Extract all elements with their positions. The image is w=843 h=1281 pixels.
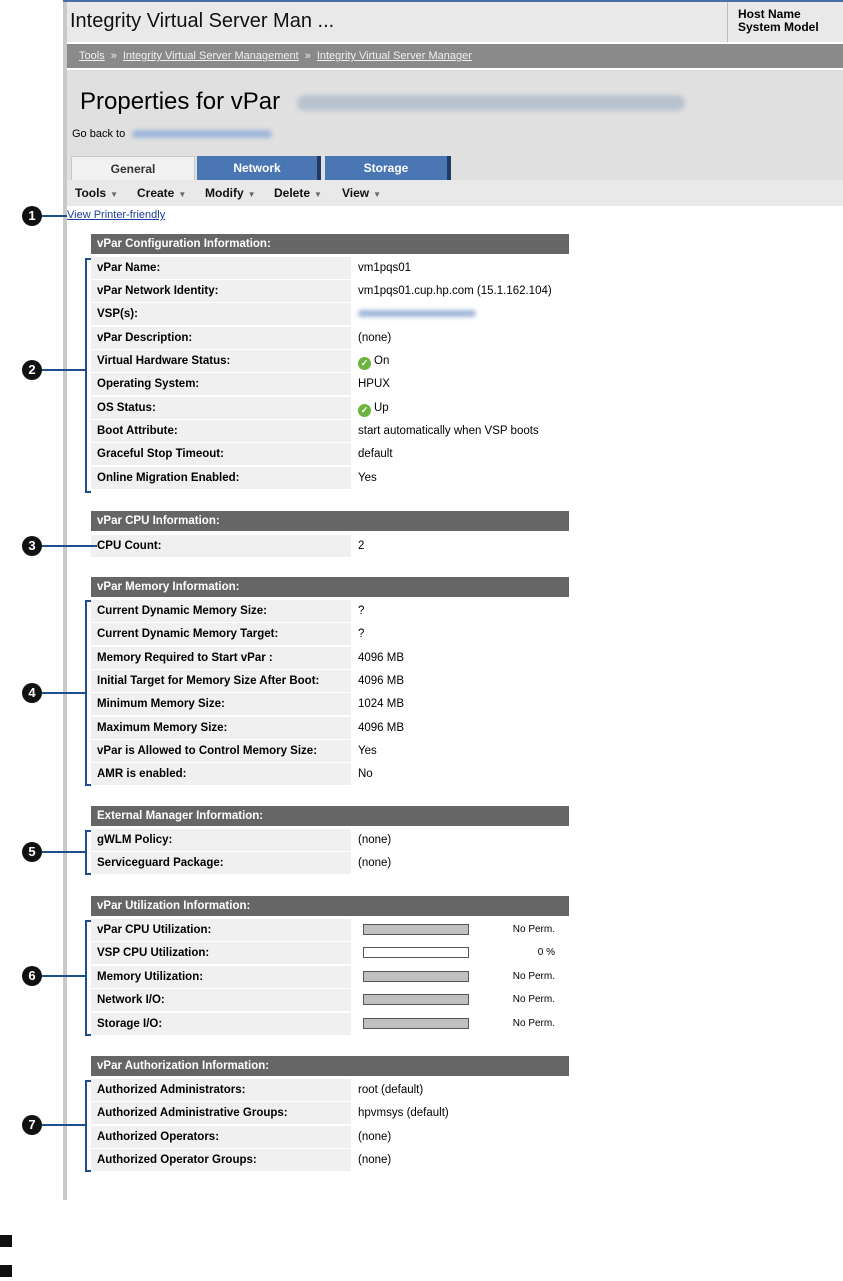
breadcrumb-separator: » [304,50,311,62]
row-value: hpvmsys (default) [358,1107,449,1119]
table-row [91,350,569,372]
utilization-value: No Perm. [512,971,555,982]
utilization-bar [363,1018,469,1029]
callout-bracket [85,600,91,786]
vsp-link[interactable] [358,303,476,325]
row-value: default [358,448,393,460]
table-row [91,852,569,874]
table-row [91,535,569,557]
page-title [80,88,685,116]
row-value: root (default) [358,1084,424,1096]
table-row [91,829,569,851]
table-row [91,1149,569,1171]
table-row [91,303,569,325]
table-row [91,373,569,395]
table-row [91,1102,569,1124]
go-back [72,128,272,140]
row-label: vPar Network Identity: [91,280,351,302]
go-back-label: Go back to [72,128,126,140]
table-row [91,467,569,489]
section-header-external: External Manager Information: [91,806,569,826]
row-label: Network I/O: [91,989,351,1011]
row-label: vPar is Allowed to Control Memory Size: [91,740,351,762]
row-value: No [358,768,373,780]
breadcrumb [79,50,472,62]
callout-bracket [85,1080,91,1172]
row-label: Minimum Memory Size: [91,693,351,715]
tab-general[interactable]: General [71,156,195,180]
menu-view-label: View [342,186,370,200]
row-label: Current Dynamic Memory Size: [91,600,351,622]
menu-tools-label: Tools [75,186,107,200]
table-row [91,1126,569,1148]
row-value: ? [358,605,365,617]
table-row [91,919,569,941]
row-label: Operating System: [91,373,351,395]
menu-create-label: Create [137,186,175,200]
table-row [91,257,569,279]
menu-delete[interactable] [274,186,322,200]
chevron-down-icon: ▼ [178,190,187,199]
row-value: 2 [358,540,365,552]
table-row [91,420,569,442]
menu-tools[interactable] [75,186,118,200]
app-title: Integrity Virtual Server Man ... [70,10,335,32]
utilization-bar [363,924,469,935]
row-label: Boot Attribute: [91,420,351,442]
table-row [91,397,569,419]
row-label: Maximum Memory Size: [91,717,351,739]
menu-delete-label: Delete [274,186,311,200]
utilization-value: No Perm. [512,924,555,935]
row-value: 4096 MB [358,722,405,734]
menu-modify-label: Modify [205,186,244,200]
status-ok-icon: ✓ [358,357,371,370]
breadcrumb-separator: » [110,50,117,62]
row-value [358,397,389,419]
menu-modify[interactable] [205,186,256,200]
callout-line [42,975,85,977]
row-value: Yes [358,745,377,757]
row-value: (none) [358,332,392,344]
row-value: ? [358,628,365,640]
row-label: AMR is enabled: [91,763,351,785]
callout-line [42,545,97,547]
row-value: start automatically when VSP boots [358,425,539,437]
table-row [91,989,569,1011]
utilization-bar [363,971,469,982]
section-header-cpu: vPar CPU Information: [91,511,569,531]
utilization-value: 0 % [537,947,555,958]
callout-bracket [85,258,91,493]
row-label: Authorized Operator Groups: [91,1149,351,1171]
row-label: Memory Utilization: [91,966,351,988]
row-value: 4096 MB [358,675,405,687]
row-label: VSP CPU Utilization: [91,942,351,964]
callout-bracket [85,920,91,1036]
menu-toolbar [67,180,843,206]
callout-6: 6 [22,966,42,986]
row-label: vPar CPU Utilization: [91,919,351,941]
callout-5: 5 [22,842,42,862]
properties-band [67,70,843,180]
utilization-bar [363,994,469,1005]
callout-7: 7 [22,1115,42,1135]
row-value: (none) [358,857,392,869]
host-name-label: Host Name [738,7,801,21]
table-row [91,966,569,988]
table-row [91,763,569,785]
row-label: Authorized Administrators: [91,1079,351,1101]
system-model-label: System Model [738,20,819,34]
row-label: OS Status: [91,397,351,419]
row-value: 1024 MB [358,698,405,710]
page-title-text: Properties for vPar [80,88,281,115]
callout-line [42,369,85,371]
row-value: vm1pqs01.cup.hp.com (15.1.162.104) [358,285,552,297]
table-row [91,942,569,964]
table-row [91,280,569,302]
callout-1: 1 [22,206,42,226]
row-label: Virtual Hardware Status: [91,350,351,372]
status-ok-icon: ✓ [358,404,371,417]
table-row [91,670,569,692]
tab-storage[interactable]: Storage [325,156,451,180]
view-printer-friendly-link[interactable]: View Printer-friendly [67,209,166,221]
chevron-down-icon: ▼ [110,190,119,199]
footer-marker [0,1235,12,1247]
breadcrumb-tools[interactable]: Tools [79,50,105,62]
row-label: Authorized Administrative Groups: [91,1102,351,1124]
table-row [91,647,569,669]
host-info [727,2,843,42]
utilization-bar [363,947,469,958]
table-row [91,740,569,762]
callout-3: 3 [22,536,42,556]
go-back-link[interactable] [132,130,272,138]
os-status-text: Up [374,402,389,414]
utilization-value: No Perm. [512,994,555,1005]
breadcrumb-ivs-manager[interactable]: Integrity Virtual Server Manager [316,50,472,62]
section-header-config: vPar Configuration Information: [91,234,569,254]
table-row [91,717,569,739]
table-row [91,693,569,715]
blurred-vpar-name [297,95,685,111]
callout-line [42,692,85,694]
section-header-memory: vPar Memory Information: [91,577,569,597]
row-label: VSP(s): [91,303,351,325]
row-value: Yes [358,472,377,484]
row-label: CPU Count: [91,535,351,557]
blurred-vsp-name [358,310,476,317]
table-row [91,443,569,465]
row-label: Online Migration Enabled: [91,467,351,489]
breadcrumb-ivsm[interactable]: Integrity Virtual Server Management [122,50,299,62]
row-value: HPUX [358,378,390,390]
callout-line [42,1124,85,1126]
row-value: vm1pqs01 [358,262,412,274]
chevron-down-icon: ▼ [373,190,382,199]
row-value: (none) [358,1154,392,1166]
footer-marker [0,1265,12,1277]
tab-network[interactable]: Network [197,156,321,180]
row-label: Storage I/O: [91,1013,351,1035]
callout-line [42,851,85,853]
breadcrumb-bar [67,44,843,68]
row-value: (none) [358,1131,392,1143]
hardware-status-text: On [374,355,390,367]
menu-view[interactable] [342,186,381,200]
app-header [67,2,843,42]
row-label: vPar Name: [91,257,351,279]
row-value: 4096 MB [358,652,405,664]
menu-create[interactable] [137,186,186,200]
section-header-authorization: vPar Authorization Information: [91,1056,569,1076]
callout-2: 2 [22,360,42,380]
chevron-down-icon: ▼ [247,190,256,199]
utilization-value: No Perm. [512,1018,555,1029]
callout-line [42,215,67,217]
table-row [91,600,569,622]
table-row [91,623,569,645]
table-row [91,1013,569,1035]
row-label: Authorized Operators: [91,1126,351,1148]
chevron-down-icon: ▼ [314,190,322,199]
table-row [91,1079,569,1101]
row-label: Graceful Stop Timeout: [91,443,351,465]
callout-bracket [85,830,91,875]
row-label: vPar Description: [91,327,351,349]
row-label: Current Dynamic Memory Target: [91,623,351,645]
row-label: Serviceguard Package: [91,852,351,874]
section-header-utilization: vPar Utilization Information: [91,896,569,916]
row-label: gWLM Policy: [91,829,351,851]
callout-4: 4 [22,683,42,703]
row-label: Initial Target for Memory Size After Boot: [91,670,351,692]
row-value [358,350,389,372]
table-row [91,327,569,349]
row-label: Memory Required to Start vPar : [91,647,351,669]
row-value: (none) [358,834,392,846]
